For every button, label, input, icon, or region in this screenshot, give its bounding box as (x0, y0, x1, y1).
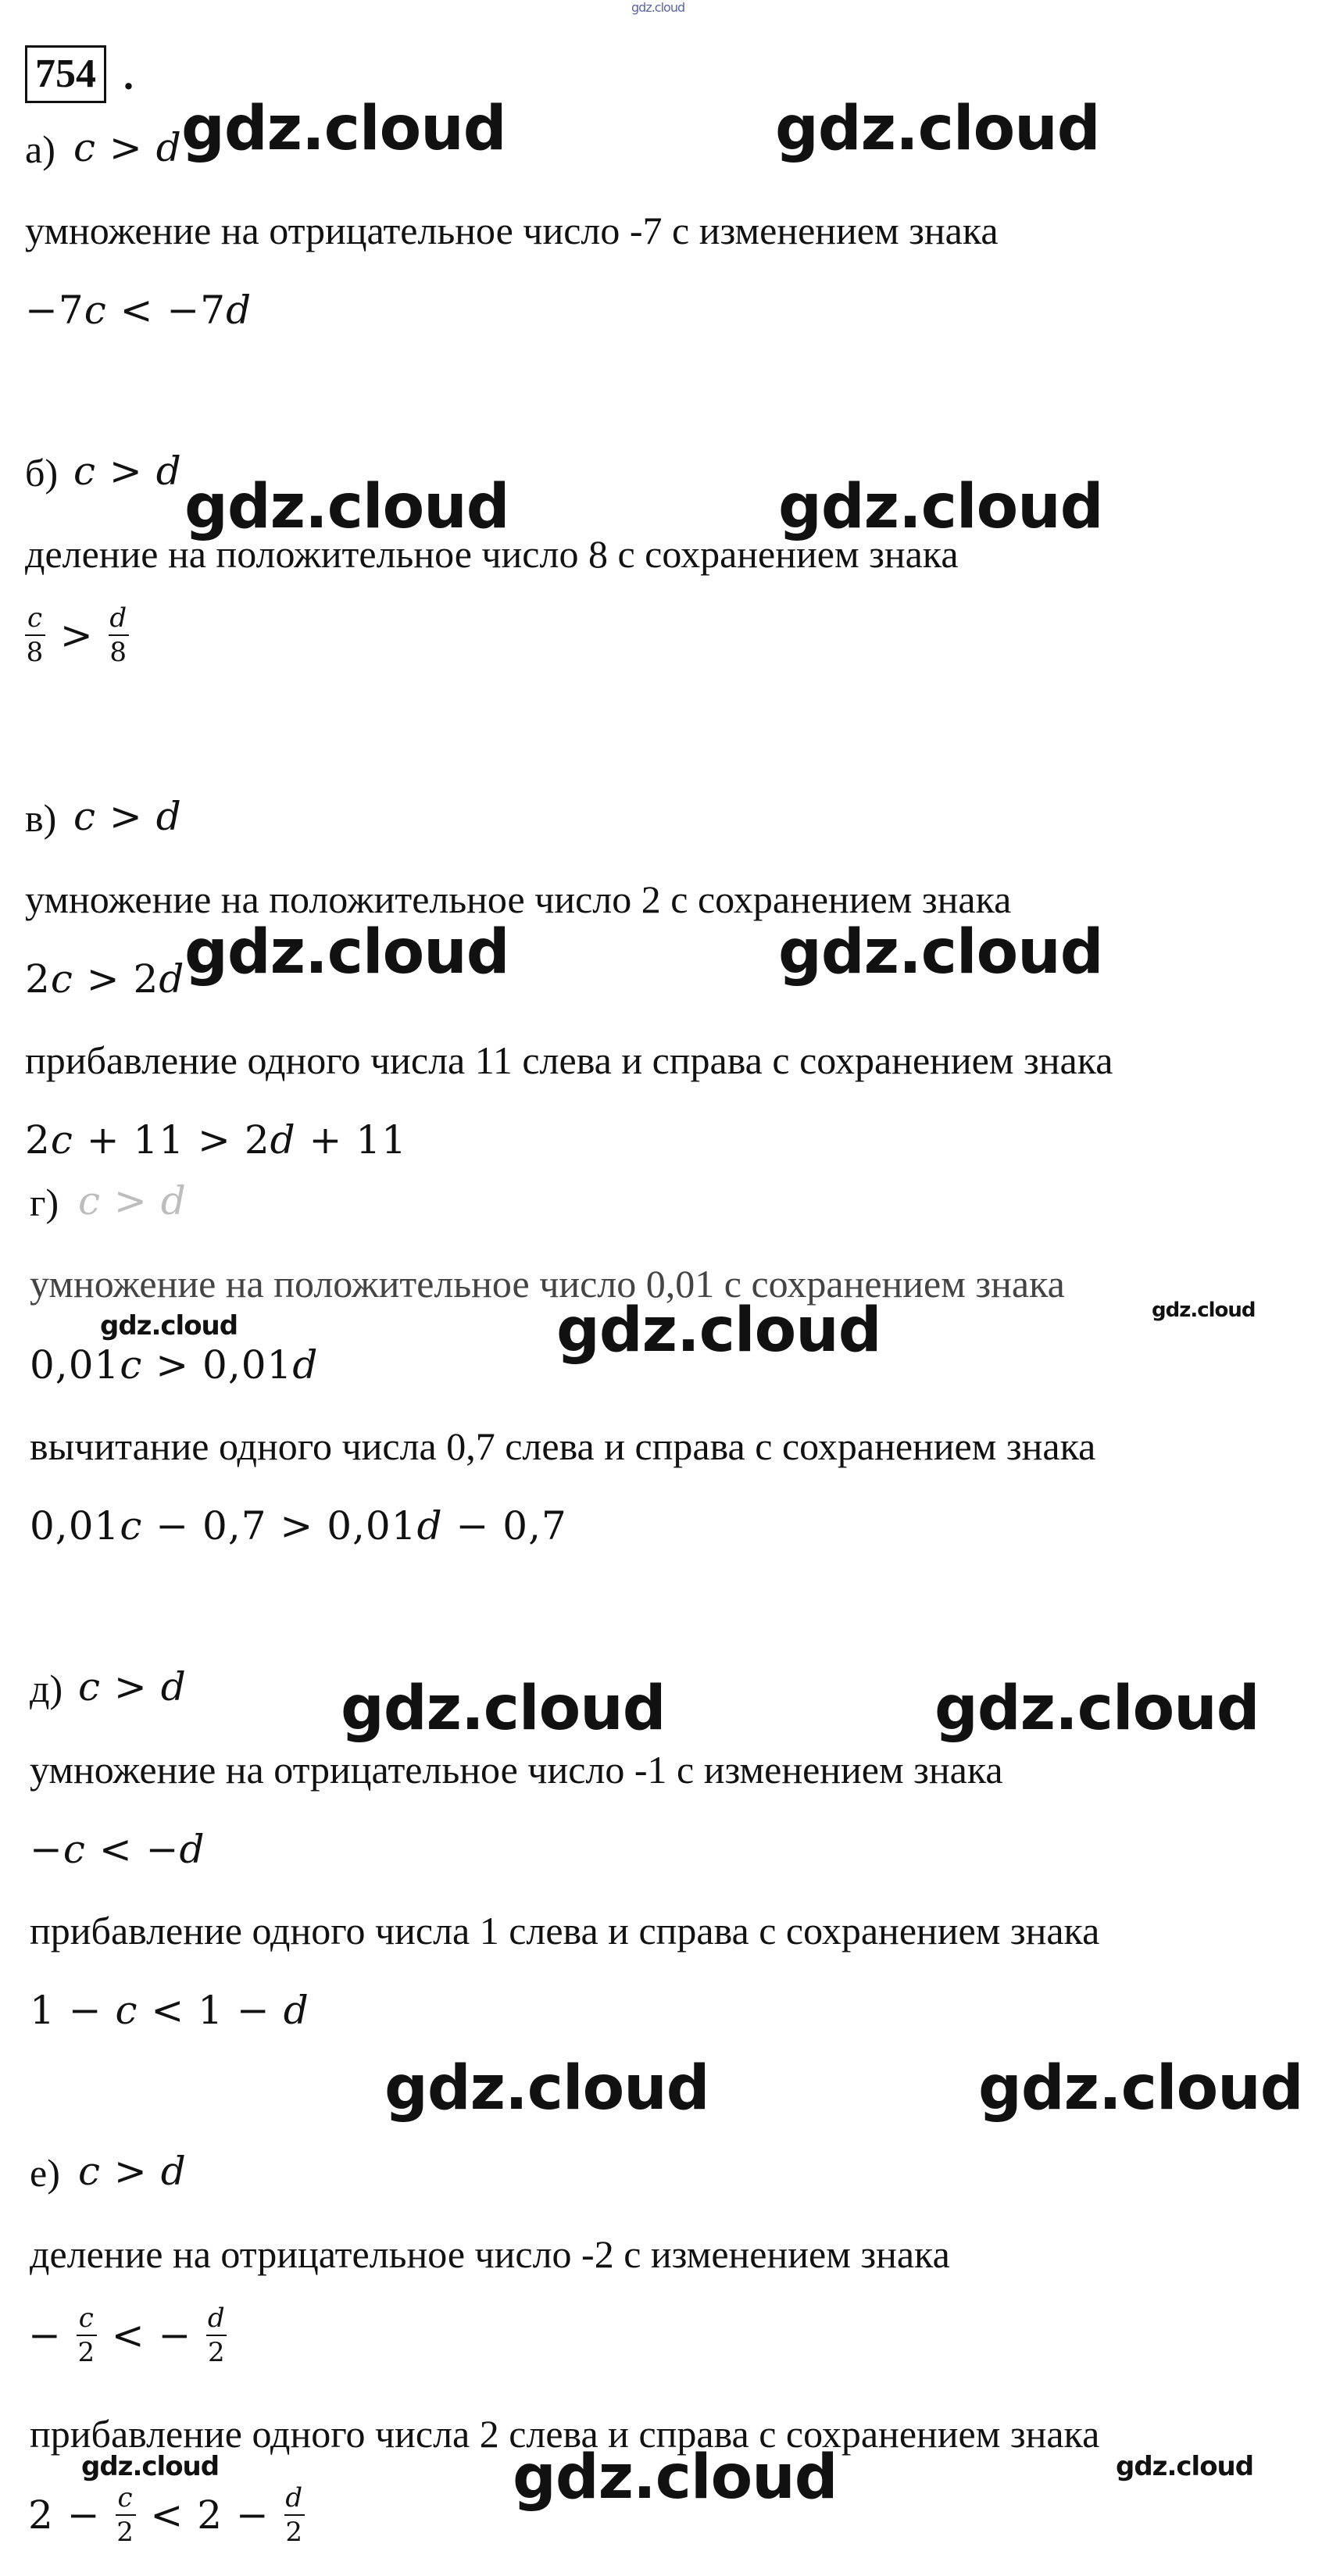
section-e-step2: прибавление одного числа 2 слева и справа с сохранением знака (30, 2412, 1100, 2456)
watermark: gdz.cloud (184, 472, 509, 542)
fraction-right: $\frac{d}{2}$ (207, 2303, 226, 2368)
fraction-right: $\frac{d}{2}$ (285, 2482, 304, 2548)
section-b-given: c > d (73, 448, 182, 494)
section-b-label: б) (25, 451, 59, 495)
watermark: gdz.cloud (775, 94, 1100, 164)
section-e-step1: деление на отрицательное число -2 с изменением знака (30, 2232, 950, 2276)
section-v-label: в) (25, 796, 57, 840)
watermark: gdz.cloud (1116, 2451, 1254, 2482)
watermark: gdz.cloud (181, 94, 506, 164)
section-d-step2: прибавление одного числа 1 слева и справа с сохранением знака (30, 1909, 1100, 1953)
section-e-result2: 2 − $\frac{c}{2}$ < 2 − $\frac{d}{2}$ (28, 2482, 304, 2548)
fraction-left: $\frac{c}{2}$ (116, 2482, 134, 2548)
watermark: gdz.cloud (184, 917, 509, 988)
problem-number: 754 (25, 45, 106, 103)
section-g-step1: умножение на положительное число 0,01 с сохранением знака (30, 1262, 1065, 1306)
section-g-given: c > d (78, 1178, 187, 1224)
watermark: gdz.cloud (556, 1295, 881, 1366)
section-e-result1: − $\frac{c}{2}$ < − $\frac{d}{2}$ (28, 2303, 226, 2368)
section-a-step1: умножение на отрицательное число -7 с изменением знака (25, 209, 999, 252)
section-d-label: д) (30, 1667, 63, 1710)
watermark: gdz.cloud (341, 1674, 666, 1744)
section-g-step2: вычитание одного числа 0,7 слева и справа с сохранением знака (30, 1424, 1096, 1468)
watermark: gdz.cloud (1152, 1299, 1256, 1322)
watermark-top: gdz.cloud (631, 0, 685, 15)
relation: > (59, 613, 94, 658)
section-v-step1: умножение на положительное число 2 с сохранением знака (25, 877, 1012, 921)
fraction-left: $\frac{c}{8}$ (26, 602, 45, 668)
watermark: gdz.cloud (934, 1674, 1259, 1744)
watermark: gdz.cloud (778, 917, 1103, 988)
section-d-result1: −c < −d (30, 1827, 205, 1872)
section-d-given: c > d (78, 1664, 187, 1710)
section-b-result1 (23, 602, 130, 668)
section-v-result2: 2c + 11 > 2d + 11 (25, 1117, 407, 1163)
section-a-result1: −7c < −7d (25, 288, 252, 333)
section-e-label: е) (30, 2151, 60, 2195)
section-b-step1: деление на положительное число 8 с сохранением знака (25, 532, 959, 576)
watermark: gdz.cloud (100, 1310, 238, 1342)
fraction-left: $\frac{c}{2}$ (77, 2303, 96, 2368)
fraction-right: $\frac{d}{8}$ (109, 602, 128, 668)
section-d-result2: 1 − c < 1 − d (30, 1988, 309, 2033)
section-v-given: c > d (73, 794, 182, 839)
watermark: gdz.cloud (978, 2053, 1303, 2124)
watermark: gdz.cloud (81, 2451, 220, 2482)
section-g-label: г) (30, 1181, 59, 1224)
section-a-label: а) (25, 127, 55, 171)
section-g-result1: 0,01c > 0,01d (30, 1342, 319, 1388)
section-v-step2: прибавление одного числа 11 слева и справа с сохранением знака (25, 1038, 1113, 1082)
watermark: gdz.cloud (513, 2442, 838, 2513)
section-e-given: c > d (78, 2149, 187, 2194)
section-d-step1: умножение на отрицательное число -1 с изменением знака (30, 1748, 1003, 1792)
section-v-result1: 2c > 2d (25, 956, 185, 1002)
section-a-given: c > d (73, 125, 182, 170)
watermark: gdz.cloud (384, 2053, 709, 2124)
section-g-result2: 0,01c − 0,7 > 0,01d − 0,7 (30, 1503, 567, 1549)
problem-number-dot: . (123, 54, 134, 98)
watermark: gdz.cloud (778, 472, 1103, 542)
